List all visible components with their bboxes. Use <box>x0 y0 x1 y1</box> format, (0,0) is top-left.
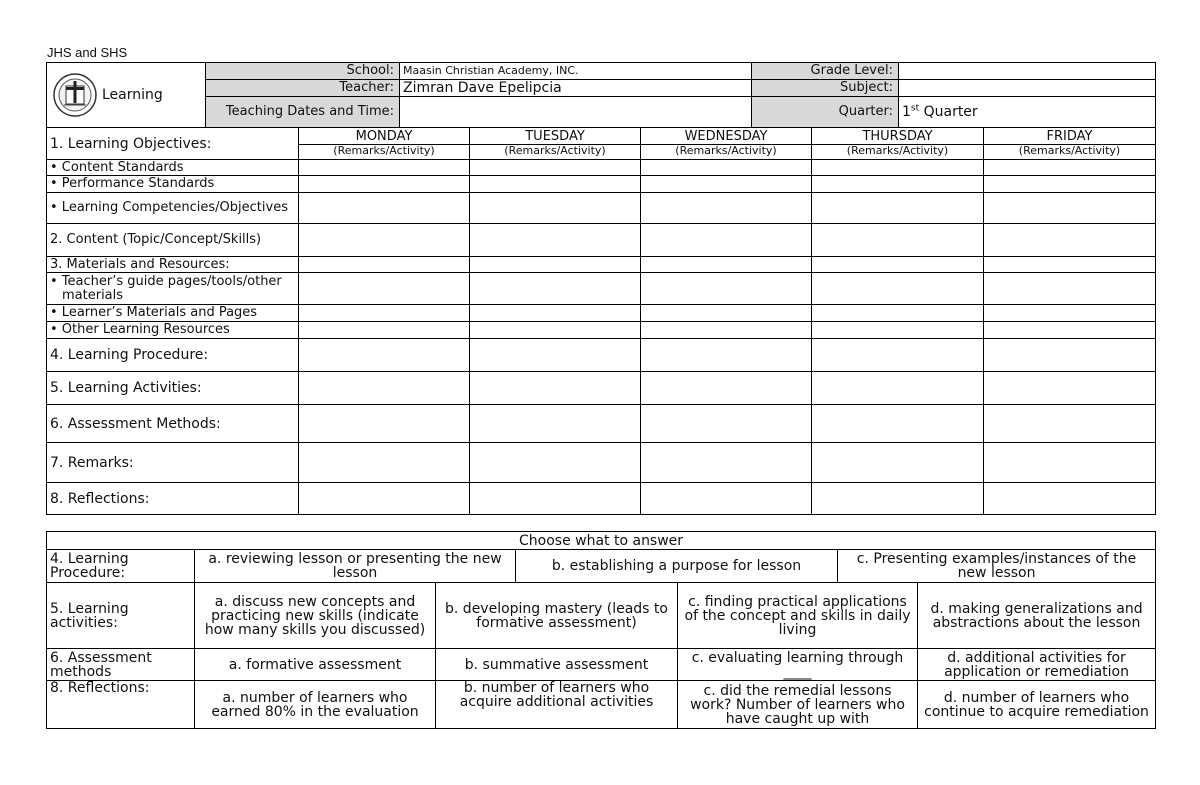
entry-cell[interactable] <box>299 372 470 405</box>
entry-cell[interactable] <box>812 372 984 405</box>
entry-cell[interactable] <box>299 193 470 224</box>
entry-cell[interactable] <box>299 339 470 372</box>
learning-activities-label: 5. Learning Activities: <box>47 372 299 405</box>
entry-cell[interactable] <box>812 305 984 322</box>
content-label: 2. Content (Topic/Concept/Skills) <box>47 224 299 257</box>
assessment-option-b[interactable]: b. summative assessment <box>436 649 678 681</box>
entry-cell[interactable] <box>641 443 812 483</box>
table-row <box>47 176 1156 193</box>
table-row <box>47 193 1156 224</box>
activities-option-d[interactable]: d. making generalizations and abstractions about the lesson <box>918 583 1156 649</box>
procedure-option-b[interactable]: b. establishing a purpose for lesson <box>516 550 838 583</box>
entry-cell[interactable] <box>641 322 812 339</box>
entry-cell[interactable] <box>299 443 470 483</box>
entry-cell[interactable] <box>812 443 984 483</box>
entry-cell[interactable] <box>299 305 470 322</box>
day-header-monday: MONDAY (Remarks/Activity) <box>299 128 470 160</box>
reflections-option-a[interactable]: a. number of learners who earned 80% in the evaluation <box>195 681 436 729</box>
logo-text: Learning <box>102 87 163 103</box>
table-row <box>47 257 1156 273</box>
entry-cell[interactable] <box>984 483 1156 515</box>
entry-cell[interactable] <box>470 483 641 515</box>
teacher-label: Teacher: <box>206 80 400 97</box>
table-row <box>47 160 1156 176</box>
entry-cell[interactable] <box>470 405 641 443</box>
entry-cell[interactable] <box>299 273 470 305</box>
header-table <box>46 62 1156 128</box>
materials-label: 3. Materials and Resources: <box>47 257 299 273</box>
other-resources-label: • Other Learning Resources <box>47 322 299 339</box>
content-standards-label: • Content Standards <box>47 160 299 176</box>
procedure-option-c[interactable]: c. Presenting examples/instances of the new lesson <box>838 550 1156 583</box>
reflections-option-c[interactable]: c. did the remedial lessons work? Number of learners who have caught up with <box>678 681 918 729</box>
table-row <box>47 339 1156 372</box>
procedure-option-label: 4. Learning Procedure: <box>47 550 195 583</box>
entry-cell[interactable] <box>470 305 641 322</box>
reflections-option-b[interactable]: b. number of learners who acquire additional activities <box>436 681 678 729</box>
entry-cell[interactable] <box>984 193 1156 224</box>
entry-cell[interactable] <box>470 372 641 405</box>
table-row <box>47 224 1156 257</box>
reflections-option-d[interactable]: d. number of learners who continue to acquire remediation <box>918 681 1156 729</box>
entry-cell[interactable] <box>984 305 1156 322</box>
entry-cell[interactable] <box>984 372 1156 405</box>
quarter-label: Quarter: <box>752 97 899 128</box>
entry-cell[interactable] <box>641 224 812 257</box>
entry-cell[interactable] <box>641 273 812 305</box>
learning-objectives-label: 1. Learning Objectives: <box>47 128 299 160</box>
day-header-thursday: THURSDAY (Remarks/Activity) <box>812 128 984 160</box>
teaching-dates-value[interactable] <box>400 97 752 128</box>
entry-cell[interactable] <box>984 339 1156 372</box>
entry-cell[interactable] <box>470 339 641 372</box>
teacher-value[interactable]: Zimran Dave Epelipcia <box>400 80 752 97</box>
learning-procedure-label: 4. Learning Procedure: <box>47 339 299 372</box>
entry-cell[interactable] <box>470 443 641 483</box>
table-row <box>47 372 1156 405</box>
entry-cell[interactable] <box>984 322 1156 339</box>
table-row <box>47 649 1156 681</box>
table-row <box>47 483 1156 515</box>
entry-cell[interactable] <box>812 193 984 224</box>
entry-cell[interactable] <box>299 257 470 273</box>
entry-cell[interactable] <box>641 160 812 176</box>
choose-what-to-answer-table <box>46 531 1156 729</box>
entry-cell[interactable] <box>812 224 984 257</box>
entry-cell[interactable] <box>984 257 1156 273</box>
subject-label: Subject: <box>752 80 899 97</box>
assessment-methods-label: 6. Assessment Methods: <box>47 405 299 443</box>
teaching-dates-label: Teaching Dates and Time: <box>206 97 400 128</box>
competencies-label: • Learning Competencies/Objectives <box>47 193 299 224</box>
assessment-option-d[interactable]: d. additional activities for application or remediation <box>918 649 1156 681</box>
day-header-wednesday: WEDNESDAY (Remarks/Activity) <box>641 128 812 160</box>
assessment-option-label: 6. Assessment methods <box>47 649 195 681</box>
entry-cell[interactable] <box>641 176 812 193</box>
table-row <box>47 443 1156 483</box>
entry-cell[interactable] <box>641 483 812 515</box>
activities-option-c[interactable]: c. finding practical applications of the concept and skills in daily living <box>678 583 918 649</box>
assessment-option-c[interactable]: c. evaluating learning through ____ <box>678 649 918 681</box>
day-header-tuesday: TUESDAY (Remarks/Activity) <box>470 128 641 160</box>
activities-option-b[interactable]: b. developing mastery (leads to formative assessment) <box>436 583 678 649</box>
quarter-value[interactable]: 1st Quarter <box>899 97 1156 128</box>
table-row <box>47 305 1156 322</box>
activities-option-a[interactable]: a. discuss new concepts and practicing new skills (indicate how many skills you discussed) <box>195 583 436 649</box>
entry-cell[interactable] <box>984 224 1156 257</box>
entry-cell[interactable] <box>299 176 470 193</box>
entry-cell[interactable] <box>641 257 812 273</box>
table-row <box>47 405 1156 443</box>
entry-cell[interactable] <box>641 305 812 322</box>
entry-cell[interactable] <box>641 193 812 224</box>
teachers-guide-label: • Teacher’s guide pages/tools/other materials <box>47 273 299 305</box>
entry-cell[interactable] <box>812 160 984 176</box>
entry-cell[interactable] <box>812 176 984 193</box>
grade-level-value[interactable] <box>899 63 1156 80</box>
procedure-option-a[interactable]: a. reviewing lesson or presenting the new lesson <box>195 550 516 583</box>
table-row <box>47 681 1156 729</box>
entry-cell[interactable] <box>984 160 1156 176</box>
table-row <box>47 550 1156 583</box>
document-label: JHS and SHS <box>47 45 128 60</box>
entry-cell[interactable] <box>299 224 470 257</box>
entry-cell[interactable] <box>470 273 641 305</box>
entry-cell[interactable] <box>470 224 641 257</box>
entry-cell[interactable] <box>641 372 812 405</box>
reflections-label: 8. Reflections: <box>47 483 299 515</box>
school-label: School: <box>206 63 400 80</box>
lesson-log-table <box>46 127 1156 515</box>
entry-cell[interactable] <box>984 273 1156 305</box>
school-seal-icon <box>52 72 98 118</box>
learners-materials-label: • Learner’s Materials and Pages <box>47 305 299 322</box>
entry-cell[interactable] <box>299 405 470 443</box>
entry-cell[interactable] <box>812 483 984 515</box>
entry-cell[interactable] <box>812 257 984 273</box>
entry-cell[interactable] <box>470 322 641 339</box>
entry-cell[interactable] <box>812 273 984 305</box>
entry-cell[interactable] <box>984 176 1156 193</box>
entry-cell[interactable] <box>299 322 470 339</box>
table-row <box>47 273 1156 305</box>
school-value[interactable]: Maasin Christian Academy, INC. <box>400 63 752 80</box>
entry-cell[interactable] <box>299 483 470 515</box>
entry-cell[interactable] <box>299 160 470 176</box>
entry-cell[interactable] <box>984 405 1156 443</box>
entry-cell[interactable] <box>984 443 1156 483</box>
assessment-option-a[interactable]: a. formative assessment <box>195 649 436 681</box>
reflections-option-label: 8. Reflections: <box>47 681 195 729</box>
activities-option-label: 5. Learning activities: <box>47 583 195 649</box>
remarks-label: 7. Remarks: <box>47 443 299 483</box>
entry-cell[interactable] <box>812 405 984 443</box>
entry-cell[interactable] <box>641 405 812 443</box>
logo-cell <box>47 63 206 128</box>
day-header-friday: FRIDAY (Remarks/Activity) <box>984 128 1156 160</box>
subject-value[interactable] <box>899 80 1156 97</box>
entry-cell[interactable] <box>812 339 984 372</box>
choose-title: Choose what to answer <box>47 532 1156 550</box>
table-row <box>47 583 1156 649</box>
entry-cell[interactable] <box>641 339 812 372</box>
grade-level-label: Grade Level: <box>752 63 899 80</box>
entry-cell[interactable] <box>470 193 641 224</box>
entry-cell[interactable] <box>812 322 984 339</box>
entry-cell[interactable] <box>470 257 641 273</box>
performance-standards-label: • Performance Standards <box>47 176 299 193</box>
entry-cell[interactable] <box>470 160 641 176</box>
entry-cell[interactable] <box>470 176 641 193</box>
table-row <box>47 322 1156 339</box>
